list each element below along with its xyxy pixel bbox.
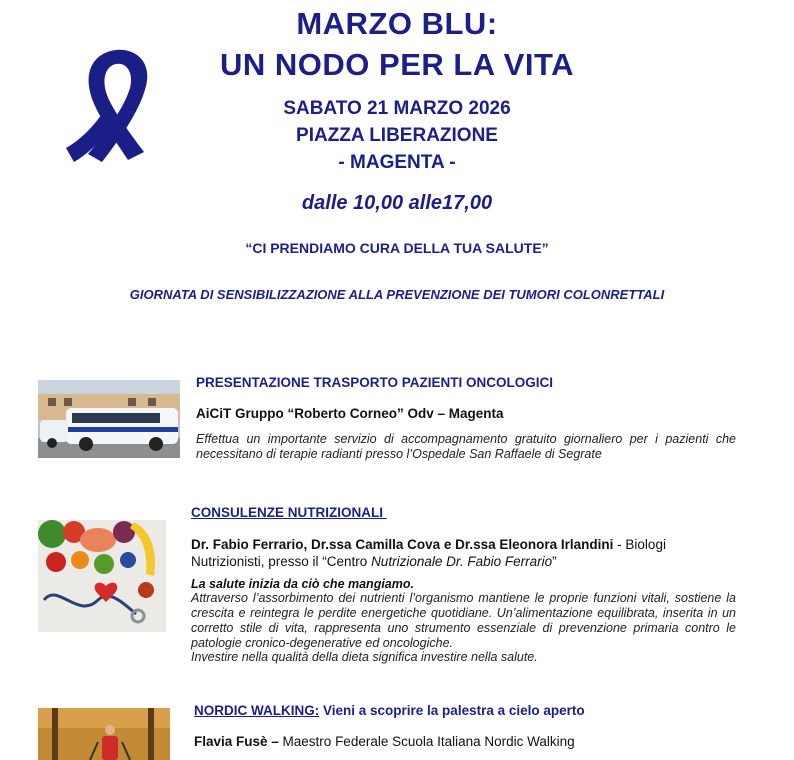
- section-org-aicit: AiCiT Gruppo “Roberto Corneo” Odv – Magenta: [196, 406, 504, 421]
- title-line-1: MARZO BLU:: [296, 6, 498, 41]
- subtitle: GIORNATA DI SENSIBILIZZAZIONE ALLA PREVENZIONE DEI TUMORI COLONRETTALI: [129, 287, 665, 302]
- slogan: “CI PRENDIAMO CURA DELLA TUA SALUTE”: [245, 240, 549, 256]
- nordic-walking-photo: [38, 708, 170, 760]
- section-org-nordic: [194, 734, 575, 749]
- section-org-nutrizionisti: [191, 536, 737, 570]
- nutrizionisti-quote: ”: [552, 554, 557, 569]
- event-date: SABATO 21 MARZO 2026: [283, 98, 511, 119]
- section-lead-nutrizione: La salute inizia da ciò che mangiamo.: [191, 577, 414, 591]
- nordic-instructor-role: Maestro Federale Scuola Italiana Nordic Walking: [278, 734, 575, 749]
- title-line-2: UN NODO PER LA VITA: [220, 47, 574, 82]
- section-closing-nutrizione: Investire nella qualità della dieta significa investire nella salute.: [191, 650, 538, 664]
- section-title-nordic-label: NORDIC WALKING:: [194, 703, 320, 718]
- event-hours: dalle 10,00 alle17,00: [301, 192, 493, 214]
- section-title-nutrizione-text: CONSULENZE NUTRIZIONALI: [191, 505, 383, 520]
- section-title-nordic: [194, 703, 585, 718]
- nutrizionisti-center: Nutrizionale Dr. Fabio Ferrario: [371, 554, 553, 569]
- event-place: PIAZZA LIBERAZIONE: [296, 125, 498, 146]
- bus-photo: [38, 380, 180, 458]
- section-body-nutrizione: Attraverso l’assorbimento dei nutrienti l’organismo mantiene le proprie funzioni vitali, sostiene la crescita e reintegra le perdite energetiche quotidiane. Un’alimentazione equilibrata, inserita in un corretto stile di vita, rappresenta uno strumento essenziale di prevenzione primaria contro le patologie cronico-degenerative ed oncologiche.: [191, 591, 736, 650]
- section-title-nutrizione: [191, 505, 387, 520]
- section-body-trasporto: Effettua un importante servizio di accompagnamento gratuito giornaliero per i pazienti che necessitano di terapie radianti presso l’Ospedale San Raffaele di Segrate: [196, 432, 736, 461]
- nutrizionisti-role: - Biologi Nutrizionisti, presso il “Centro: [191, 537, 666, 569]
- nutrition-photo: [38, 520, 166, 632]
- event-city: - MAGENTA -: [338, 152, 456, 173]
- section-title-trasporto: PRESENTAZIONE TRASPORTO PAZIENTI ONCOLOGICI: [196, 375, 554, 390]
- nordic-instructor-name: Flavia Fusè –: [194, 734, 279, 749]
- nutrizionisti-names: Dr. Fabio Ferrario, Dr.ssa Camilla Cova e Dr.ssa Eleonora Irlandini: [191, 537, 614, 552]
- section-title-nordic-rest: Vieni a scoprire la palestra a cielo aperto: [319, 703, 585, 718]
